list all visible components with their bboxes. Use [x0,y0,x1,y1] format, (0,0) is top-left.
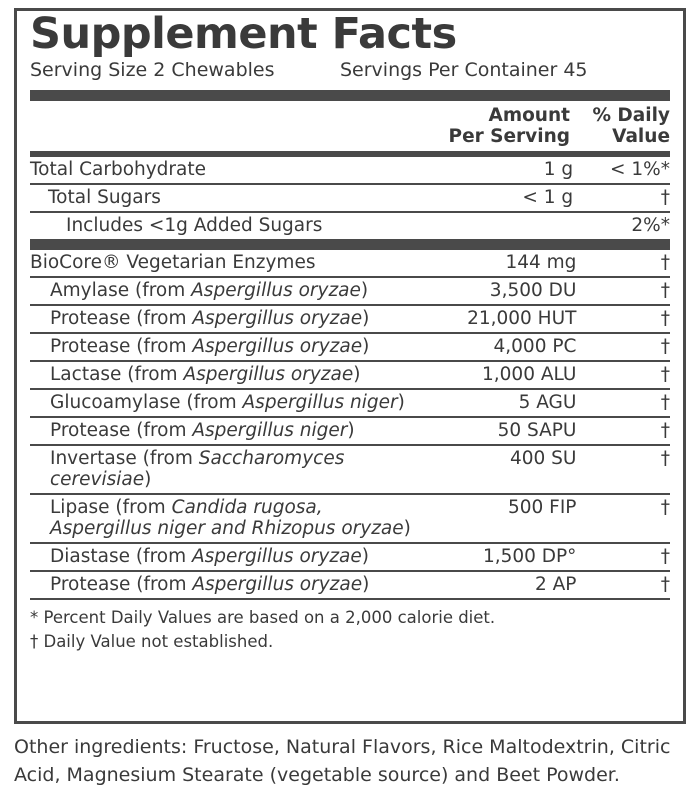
enzyme-name: Lipase (from Candida rugosa, Aspergillus niger and Rhizopus oryzae) [30,494,430,543]
enzyme-name: Lactase (from Aspergillus oryzae) [30,361,430,389]
blend-amount: 144 mg [430,250,587,277]
enzyme-name: Invertase (from Saccharomyces cerevisiae) [30,445,430,494]
enzyme-amount: 5 AGU [430,389,587,417]
nutrient-dv: 2%* [631,215,670,237]
enzyme-name: Protease (from Aspergillus niger) [30,417,430,445]
enzyme-dv: † [586,333,670,361]
nutrient-name: Total Carbohydrate [30,157,434,184]
table-row [30,184,670,212]
enzyme-name: Protease (from Aspergillus oryzae) [30,305,430,333]
other-ingredients: Other ingredients: Fructose, Natural Flavors, Rice Maltodextrin, Citric Acid, Magnesium Stearate (vegetable source) and Beet Powder. [14,736,671,786]
enzyme-amount: 1,000 ALU [430,361,587,389]
enzyme-amount: 1,500 DP° [430,543,587,571]
enzyme-amount: 3,500 DU [430,277,587,305]
servings-per-container: Servings Per Container 45 [340,59,588,82]
table-row [30,571,670,599]
enzyme-name: Amylase (from Aspergillus oryzae) [30,277,430,305]
enzyme-dv: † [586,494,670,543]
enzyme-name: Glucoamylase (from Aspergillus niger) [30,389,430,417]
table-row [30,494,670,543]
enzyme-dv: † [586,445,670,494]
table-row [30,361,670,389]
header-daily-value [580,105,670,148]
enzyme-dv: † [586,361,670,389]
table-row [30,333,670,361]
enzyme-dv: † [586,417,670,445]
header-amount-line1: Amount [488,104,570,126]
footnote-daily-value-percent: * Percent Daily Values are based on a 2,000 calorie diet. [30,608,496,628]
enzyme-amount: 400 SU [430,445,587,494]
table-row [30,250,670,277]
nutrient-dv: † [583,184,670,212]
nutrient-amount: 1 g [434,157,584,184]
nutrients-table [30,157,670,239]
column-headers [30,101,670,152]
header-dv-line2: Value [612,126,670,148]
table-row [30,157,670,184]
table-row [30,417,670,445]
nutrient-amount: < 1 g [434,184,584,212]
header-amount [420,105,580,148]
table-row [30,445,670,494]
enzyme-dv: † [586,277,670,305]
enzyme-dv: † [586,543,670,571]
enzyme-dv: † [586,571,670,599]
enzymes-table [30,250,670,600]
enzyme-name: Diastase (from Aspergillus oryzae) [30,543,430,571]
footnote-daily-value-not-established: † Daily Value not established. [30,632,274,652]
table-row [30,543,670,571]
serving-size: Serving Size 2 Chewables [30,59,275,82]
nutrient-name: Total Sugars [30,184,434,212]
blend-name: BioCore® Vegetarian Enzymes [30,250,430,277]
nutrient-amount [434,212,584,239]
page-title: Supplement Facts [30,9,457,59]
label-content [30,9,670,654]
header-amount-line2: Per Serving [448,126,570,148]
divider-thick-top [30,90,670,101]
header-dv-line1: % Daily [592,104,670,126]
enzyme-name: Protease (from Aspergillus oryzae) [30,571,430,599]
table-row [30,277,670,305]
enzyme-dv: † [586,389,670,417]
nutrient-dv: < 1%* [583,157,670,184]
blend-dv: † [586,250,670,277]
footnotes [30,600,670,654]
enzyme-name: Protease (from Aspergillus oryzae) [30,333,430,361]
enzyme-amount: 50 SAPU [430,417,587,445]
divider-band [30,239,670,250]
enzyme-dv: † [586,305,670,333]
table-row [30,212,670,239]
nutrient-name: Includes <1g Added Sugars [66,215,323,237]
table-row [30,305,670,333]
enzyme-amount: 2 AP [430,571,587,599]
enzyme-amount: 500 FIP [430,494,587,543]
table-row [30,389,670,417]
enzyme-amount: 21,000 HUT [430,305,587,333]
serving-info [30,59,670,83]
enzyme-amount: 4,000 PC [430,333,587,361]
